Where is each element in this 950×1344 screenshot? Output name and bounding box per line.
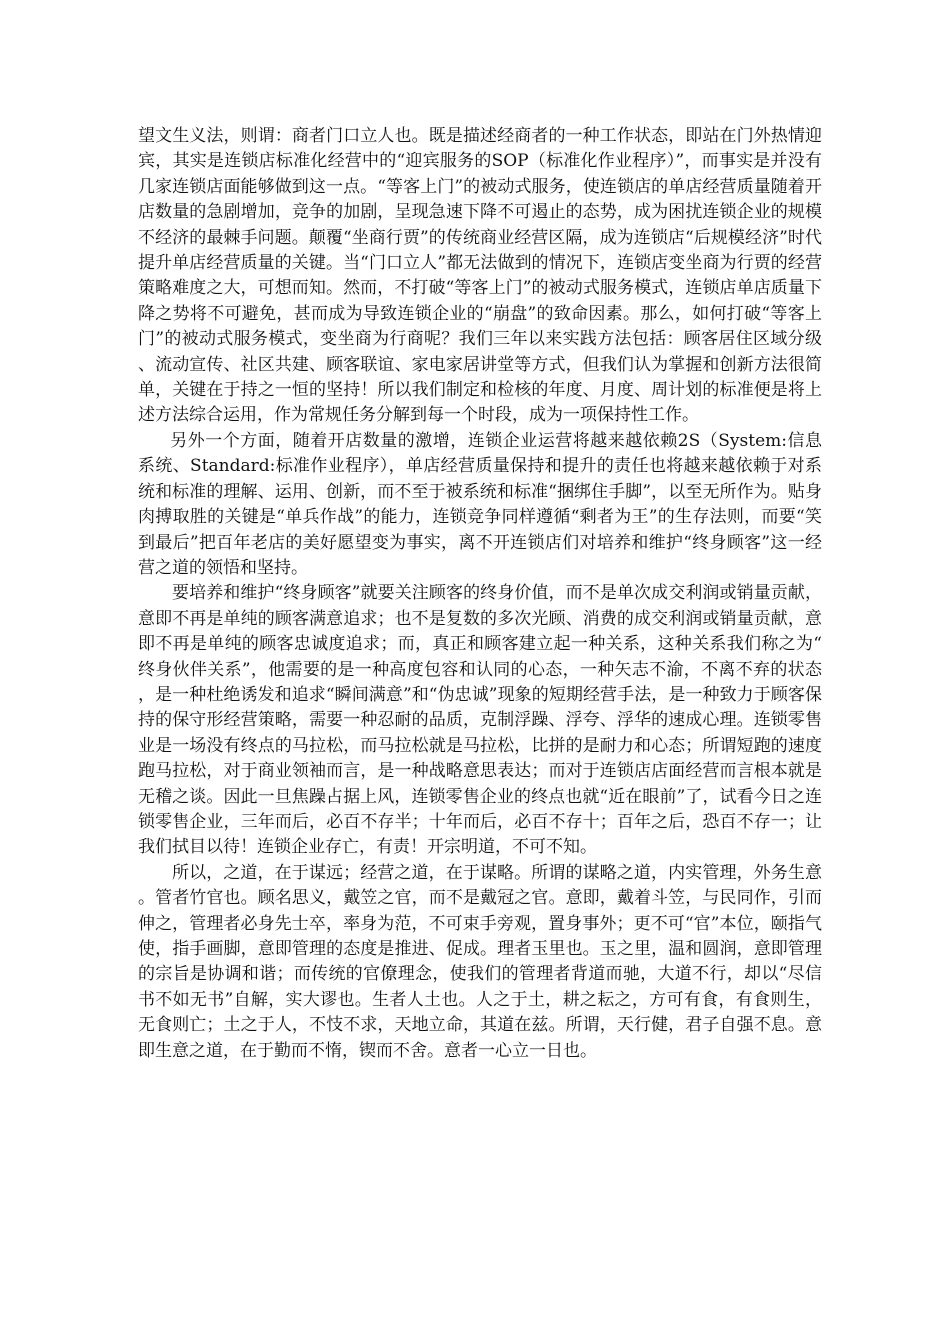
paragraph-4: 所以，之道，在于谋远；经营之道，在于谋略。所谓的谋略之道，内实管理，外务生意。管者竹官也。顾名思义，戴笠之官，而不是戴冠之官。意即，戴着斗笠，与民同作，引而伸之，管理者必身先士卒，率身为范，不可束手旁观，置身事外；更不可“官”本位，颐指气使，指手画脚，意即管理的态度是推进、促成。理者玉里也。玉之里，温和圆润，意即管理的宗旨是协调和谐；而传统的官僚理念，使我们的管理者背道而驰，大道不行，却以“尽信书不如无书”自解，实大谬也。生者人土也。人之于土，耕之耘之，方可有食，有食则生，无食则亡；土之于人，不忮不求，天地立命，其道在兹。所谓，天行健，君子自强不息。意即生意之道，在于勤而不惰，锲而不舍。意者一心立一日也。 <box>138 862 822 1061</box>
paragraph-1: 望文生义法，则谓：商者门口立人也。既是描述经商者的一种工作状态，即站在门外热情迎宾，其实是连锁店标准化经营中的“迎宾服务的SOP（标准化作业程序）”，而事实是并没有几家连锁店面能够做到这一点。“等客上门”的被动式服务，使连锁店的单店经营质量随着开店数量的急剧增加，竞争的加剧，呈现急速下降不可遏止的态势，成为困扰连锁企业的规模不经济的最棘手问题。颠覆“坐商行贾”的传统商业经营区隔，成为连锁店“后规模经济”时代提升单店经营质量的关键。当“门口立人”都无法做到的情况下，连锁店变坐商为行贾的经营策略难度之大，可想而知。然而，不打破“等客上门”的被动式服务模式，连锁店单店质量下降之势将不可避免，甚而成为导致连锁企业的“崩盘”的致命因素。那么，如何打破“等客上门”的被动式服务模式，变坐商为行商呢？我们三年以来实践方法包括：顾客居住区域分级、流动宣传、社区共建、顾客联谊、家电家居讲堂等方式，但我们认为掌握和创新方法很简单，关键在于持之一恒的坚持！所以我们制定和检核的年度、月度、周计划的标准便是将上述方法综合运用，作为常规任务分解到每一个时段，成为一项保持性工作。 <box>138 126 822 426</box>
paragraph-2: 另外一个方面，随着开店数量的激增，连锁企业运营将越来越依赖2S（System:信息系统、Standard:标准作业程序），单店经营质量保持和提升的责任也将越来越依赖于对系统和标准的理解、运用、创新，而不至于被系统和标准“捆绑住手脚”，以至无所作为。贴身肉搏取胜的关键是“单兵作战”的能力，连锁竞争同样遵循“剩者为王”的生存法则，而要“笑到最后”把百年老店的美好愿望变为事实，离不开连锁店们对培养和维护“终身顾客”这一经营之道的领悟和坚持。 <box>138 430 822 578</box>
document-body <box>138 124 822 1064</box>
paragraph-3: 要培养和维护“终身顾客”就要关注顾客的终身价值，而不是单次成交利润或销量贡献，意即不再是单纯的顾客满意追求；也不是复数的多次光顾、消费的成交利润或销量贡献，意即不再是单纯的顾客忠诚度追求；而，真正和顾客建立起一种关系，这种关系我们称之为“终身伙伴关系”，他需要的是一种高度包容和认同的心态，一种矢志不渝，不离不弃的状态，是一种杜绝诱发和追求“瞬间满意”和“伪忠诚”现象的短期经营手法，是一种致力于顾客保持的保守形经营策略，需要一种忍耐的品质，克制浮躁、浮夸、浮华的速成心理。连锁零售业是一场没有终点的马拉松，而马拉松就是马拉松，比拼的是耐力和心态；所谓短跑的速度跑马拉松，对于商业领袖而言，是一种战略意思表达；而对于连锁店店面经营而言根本就是无稽之谈。因此一旦焦躁占据上风，连锁零售企业的终点也就“近在眼前”了，试看今日之连锁零售企业，三年而后，必百不存半；十年而后，必百不存十；百年之后，恐百不存一；让我们拭目以待！连锁企业存亡，有责！开宗明道，不可不知。 <box>138 583 822 858</box>
